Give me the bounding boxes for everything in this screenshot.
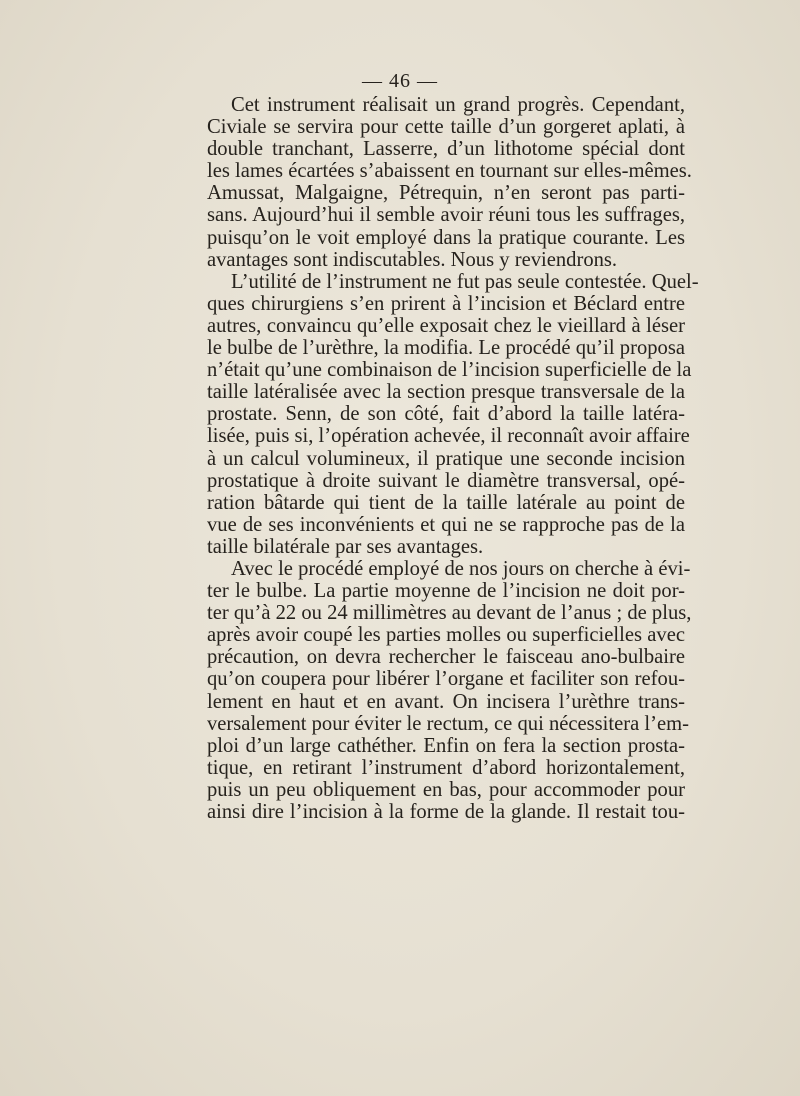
text-line: sans. Aujourd’hui il semble avoir réuni tous les suffrages, — [207, 204, 685, 227]
text-line: ploi d’un large cathéther. Enfin on fera la section prosta- — [207, 734, 685, 757]
text-line: après avoir coupé les parties molles ou superficielles avec — [207, 624, 685, 647]
text-line: Amussat, Malgaigne, Pétrequin, n’en seront pas parti- — [207, 182, 685, 205]
text-line: Avec le procédé employé de nos jours on cherche à évi- — [231, 557, 691, 580]
text-line: ainsi dire l’incision à la forme de la glande. Il restait tou- — [207, 801, 685, 823]
text-line: double tranchant, Lasserre, d’un lithotome spécial dont — [207, 138, 685, 161]
text-line: ter le bulbe. La partie moyenne de l’incision ne doit por- — [207, 580, 685, 603]
text-line: L’utilité de l’instrument ne fut pas seule contestée. Quel- — [231, 270, 699, 293]
text-line: Civiale se servira pour cette taille d’un gorgeret aplati, à — [207, 116, 685, 139]
text-line: tique, en retirant l’instrument d’abord horizontalement, — [207, 756, 685, 779]
text-line: puis un peu obliquement en bas, pour accommoder pour — [207, 778, 685, 801]
text-line: Cet instrument réalisait un grand progrès. Cependant, — [231, 94, 685, 116]
text-line: versalement pour éviter le rectum, ce qui nécessitera l’em- — [207, 712, 690, 735]
text-line: autres, convaincu qu’elle exposait chez le vieillard à léser — [207, 314, 685, 337]
text-line: lisée, puis si, l’opération achevée, il reconnaît avoir affaire — [207, 425, 690, 448]
text-line: ter qu’à 22 ou 24 millimètres au devant de l’anus ; de plus, — [207, 602, 692, 625]
text-line: taille bilatérale par ses avantages. — [207, 535, 484, 558]
text-line: précaution, on devra rechercher le faisceau ano-bulbaire — [207, 646, 685, 669]
text-line: prostatique à droite suivant le diamètre transversal, opé- — [207, 469, 685, 492]
text-line: qu’on coupera pour libérer l’organe et faciliter son refou- — [207, 668, 685, 691]
page-number: — 46 — — [362, 70, 438, 92]
text-line: ration bâtarde qui tient de la taille latérale au point de — [207, 491, 685, 514]
text-line: n’était qu’une combinaison de l’incision superficielle de la — [207, 359, 692, 382]
text-line: à un calcul volumineux, il pratique une seconde incision — [207, 447, 685, 470]
text-line: ques chirurgiens s’en prirent à l’incision et Béclard entre — [207, 292, 685, 315]
text-line: le bulbe de l’urèthre, la modifia. Le procédé qu’il proposa — [207, 337, 685, 360]
text-line: lement en haut et en avant. On incisera l’urèthre trans- — [207, 690, 685, 713]
body-text — [207, 94, 699, 823]
text-line: prostate. Senn, de son côté, fait d’abord la taille latéra- — [207, 403, 685, 426]
text-line: les lames écartées s’abaissent en tournant sur elles-mêmes. — [207, 160, 692, 183]
text-line: puisqu’on le voit employé dans la pratique courante. Les — [207, 226, 685, 249]
text-line: vue de ses inconvénients et qui ne se rapproche pas de la — [207, 513, 685, 536]
text-line: avantages sont indiscutables. Nous y reviendrons. — [207, 248, 618, 271]
text-line: taille latéralisée avec la section presque transversale de la — [207, 381, 685, 404]
